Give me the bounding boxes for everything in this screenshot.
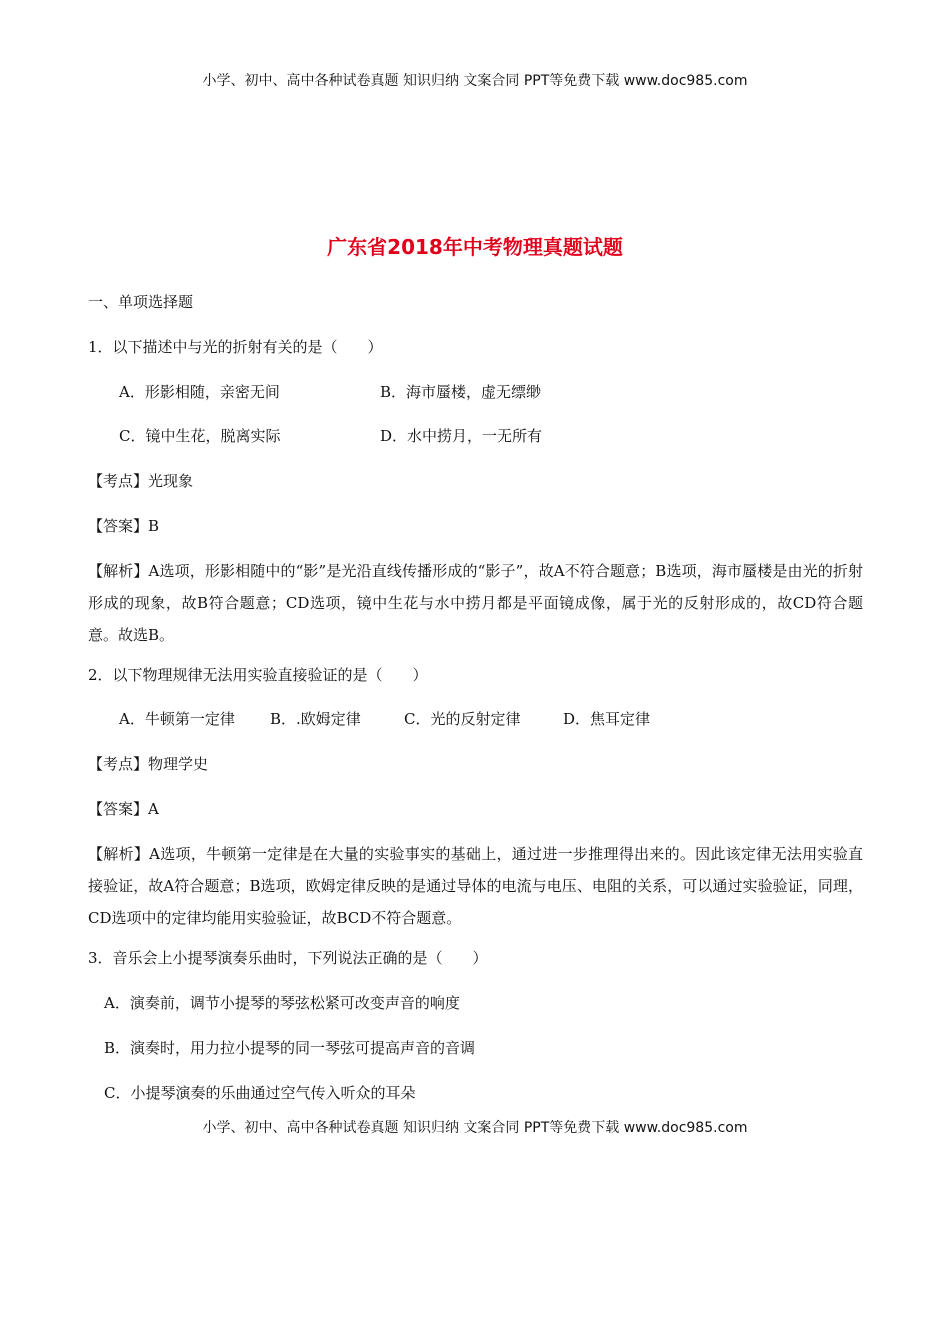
q2-option-d: D．焦耳定律 [563,710,651,728]
page-footer: 小学、初中、高中各种试卷真题 知识归纳 文案合同 PPT等免费下载 www.doc985.com [202,1120,748,1136]
q1-kaodian: 【考点】光现象 [88,472,194,490]
q1-option-b: B．海市蜃楼，虚无缥缈 [380,383,542,401]
q2-stem: 2．以下物理规律无法用实验直接验证的是（ ） [88,666,428,684]
q1-analysis: 【解析】A选项，形影相随中的“影”是光沿直线传播形成的“影子”，故A不符合题意；B选项，海市蜃楼是由光的折射形成的现象，故B符合题意；CD选项，镜中生花与水中捞月都是平面镜成像，属于光的反射形成的，故CD符合题意。故选B。 [88,562,863,644]
q1-option-c: C．镜中生花，脱离实际 [119,427,281,445]
q1-stem: 1．以下描述中与光的折射有关的是（ ） [88,338,383,356]
q1-option-d: D．水中捞月，一无所有 [380,427,543,445]
q2-option-a: A．牛顿第一定律 [119,710,235,728]
q2-kaodian: 【考点】物理学史 [88,755,209,773]
q2-option-b: B．.欧姆定律 [270,710,361,728]
page-header: 小学、初中、高中各种试卷真题 知识归纳 文案合同 PPT等免费下载 www.doc985.com [202,73,748,89]
q1-option-a: A．形影相随，亲密无间 [119,383,280,401]
q2-answer: 【答案】A [88,800,159,818]
q3-option-a: A．演奏前，调节小提琴的琴弦松紧可改变声音的响度 [104,994,460,1012]
q2-option-c: C．光的反射定律 [404,710,521,728]
q3-option-c: C．小提琴演奏的乐曲通过空气传入听众的耳朵 [104,1084,416,1102]
q2-analysis: 【解析】A选项，牛顿第一定律是在大量的实验事实的基础上，通过进一步推理得出来的。因此该定律无法用实验直接验证，故A符合题意；B选项，欧姆定律反映的是通过导体的电流与电压、电阻的关系，可以通过实验验证，同理，CD选项中的定律均能用实验验证，故BCD不符合题意。 [88,845,863,927]
section-heading: 一、单项选择题 [88,293,194,311]
page-title: 广东省2018年中考物理真题试题 [327,235,623,259]
q3-stem: 3．音乐会上小提琴演奏乐曲时，下列说法正确的是（ ） [88,949,488,967]
q1-answer: 【答案】B [88,517,160,535]
q3-option-b: B．演奏时，用力拉小提琴的同一琴弦可提高声音的音调 [104,1039,476,1057]
